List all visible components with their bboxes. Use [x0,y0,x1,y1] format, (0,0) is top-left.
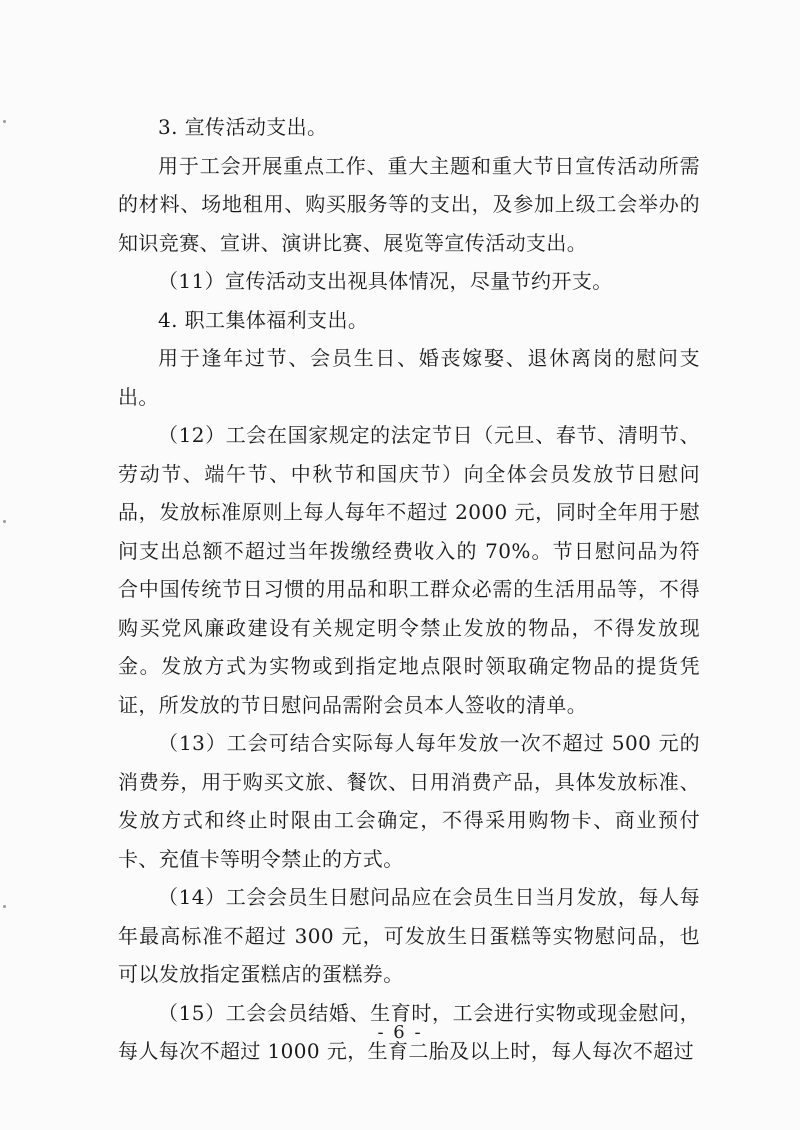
clause-12: （12）工会在国家规定的法定节日（元旦、春节、清明节、劳动节、端午节、中秋节和国庆节）向全体会员发放节日慰问品，发放标准原则上每人每年不超过 2000 元，同时全年用于慰问支出总额不超过当年拨缴经费收入的 70%。节日慰问品为符合中国传统节日习惯的用品和职工群众必需的生活用品等，不得购买党风廉政建设有关规定明令禁止发放的物品，不得发放现金。发放方式为实物或到指定地点限时领取确定物品的提货凭证，所发放的节日慰问品需附会员本人签收的清单。 [118,423,700,717]
clause-11: （11）宣传活动支出视具体情况，尽量节约开支。 [158,269,613,293]
clause-13: （13）工会可结合实际每人每年发放一次不超过 500 元的消费券，用于购买文旅、餐饮、日用消费产品，具体发放标准、发放方式和终止时限由工会确定，不得采用购物卡、商业预付卡、充值卡等明令禁止的方式。 [118,731,700,871]
section-heading-welfare: 4. 职工集体福利支出。 [158,307,369,332]
clause-15: （15）工会会员结婚、生育时，工会进行实物或现金慰问，每人每次不超过 1000 元，生育二胎及以上时，每人每次不超过 [118,1000,700,1063]
binding-mark [3,905,6,908]
page-number: - 6 - [377,1022,423,1043]
paragraph-welfare-description: 用于逢年过节、会员生日、婚丧嫁娶、退休离岗的慰问支出。 [118,346,700,409]
section-heading-publicity: 3. 宣传活动支出。 [158,115,328,139]
document-body [118,108,700,1071]
binding-mark [3,120,6,123]
paragraph-publicity-description: 用于工会开展重点工作、重大主题和重大节日宣传活动所需的材料、场地租用、购买服务等的支出，及参加上级工会举办的知识竞赛、宣讲、演讲比赛、展览等宣传活动支出。 [118,153,700,255]
binding-mark [3,520,6,523]
clause-14: （14）工会会员生日慰问品应在会员生日当月发放，每人每年最高标准不超过 300 元，可发放生日蛋糕等实物慰问品，也可以发放指定蛋糕店的蛋糕券。 [118,885,700,986]
